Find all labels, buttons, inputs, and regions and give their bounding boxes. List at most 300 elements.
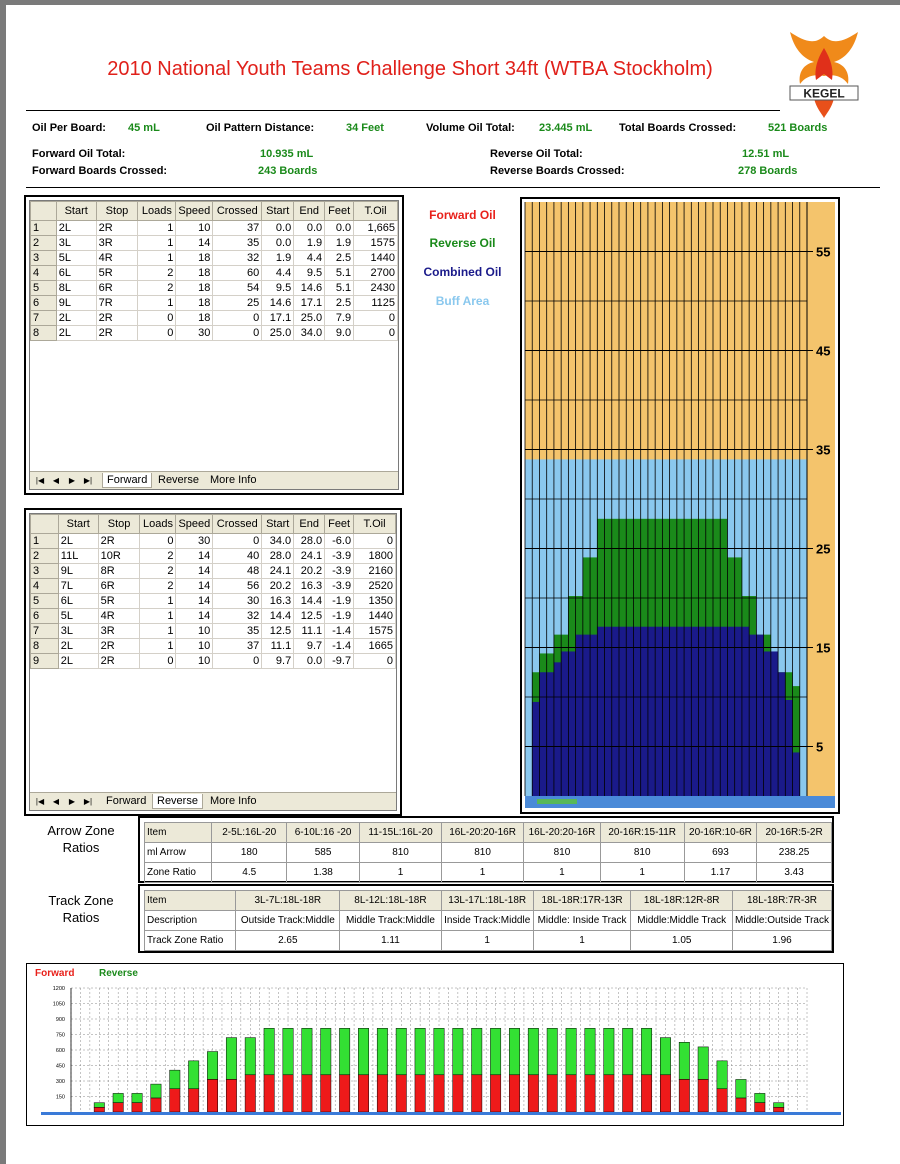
table-cell[interactable]: 5L bbox=[56, 251, 96, 266]
table-cell[interactable]: 2R bbox=[96, 326, 138, 341]
table-cell[interactable]: 5R bbox=[96, 266, 138, 281]
reverse-header-1[interactable]: Start bbox=[58, 515, 98, 534]
bar-reverse bbox=[660, 1038, 670, 1075]
table-cell[interactable]: 1 bbox=[138, 296, 176, 311]
table-cell[interactable]: 9L bbox=[56, 296, 96, 311]
table-cell[interactable]: 24.1 bbox=[262, 564, 294, 579]
table-cell[interactable]: 2700 bbox=[354, 266, 398, 281]
table-cell[interactable]: 0.0 bbox=[262, 236, 294, 251]
table-cell[interactable]: 18 bbox=[176, 296, 213, 311]
table-cell[interactable]: 6R bbox=[98, 579, 140, 594]
table-cell[interactable]: 2R bbox=[96, 311, 138, 326]
tab-reverse[interactable]: Reverse bbox=[158, 474, 199, 486]
table-cell[interactable]: 25 bbox=[213, 296, 262, 311]
zone-cell: 1.11 bbox=[340, 931, 442, 951]
table-cell[interactable]: 4R bbox=[96, 251, 138, 266]
forward-header-5[interactable]: Crossed bbox=[213, 202, 262, 221]
table-cell[interactable]: -6.0 bbox=[325, 534, 354, 549]
table-cell[interactable]: -3.9 bbox=[325, 564, 354, 579]
table-cell[interactable]: 56 bbox=[213, 579, 262, 594]
table-cell[interactable]: 35 bbox=[213, 236, 262, 251]
table-cell[interactable]: 0 bbox=[138, 326, 176, 341]
table-cell[interactable]: 60 bbox=[213, 266, 262, 281]
table-cell[interactable]: 0 bbox=[354, 311, 398, 326]
reverse-table bbox=[30, 514, 396, 669]
bar-reverse bbox=[623, 1028, 633, 1075]
zone-cell: 810 bbox=[441, 843, 523, 863]
table-cell[interactable]: 48 bbox=[213, 564, 262, 579]
table-cell[interactable]: 1350 bbox=[354, 594, 396, 609]
reverse-header-2[interactable]: Stop bbox=[98, 515, 140, 534]
tab-more-info[interactable]: More Info bbox=[210, 795, 257, 807]
table-cell[interactable]: 14 bbox=[176, 579, 213, 594]
table-cell[interactable]: 1 bbox=[140, 609, 176, 624]
table-cell[interactable]: 0 bbox=[213, 654, 262, 669]
forward-header-3[interactable]: Loads bbox=[138, 202, 176, 221]
last-record-icon[interactable]: ▶| bbox=[83, 797, 93, 806]
table-cell[interactable]: -1.9 bbox=[325, 609, 354, 624]
zone-cell: 1.96 bbox=[733, 931, 832, 951]
table-cell[interactable]: 5.1 bbox=[325, 281, 354, 296]
prev-record-icon[interactable]: ◀ bbox=[52, 476, 60, 485]
table-cell[interactable]: 5 bbox=[31, 594, 59, 609]
table-cell[interactable]: 2R bbox=[98, 534, 140, 549]
table-cell[interactable]: 1.9 bbox=[325, 236, 354, 251]
table-cell[interactable]: 0.0 bbox=[294, 221, 325, 236]
table-row[interactable] bbox=[31, 639, 396, 654]
zone-cell: 6-10L:16 -20 bbox=[287, 823, 360, 843]
table-row[interactable] bbox=[31, 236, 398, 251]
bar-reverse bbox=[755, 1093, 765, 1102]
table-cell[interactable]: 9.7 bbox=[262, 654, 294, 669]
bar-forward bbox=[396, 1075, 406, 1112]
table-cell[interactable]: 1 bbox=[138, 251, 176, 266]
bar-reverse bbox=[566, 1028, 576, 1075]
table-cell[interactable]: 6R bbox=[96, 281, 138, 296]
table-cell[interactable]: 6 bbox=[31, 609, 59, 624]
table-cell[interactable]: 10R bbox=[98, 549, 140, 564]
bar-reverse bbox=[170, 1070, 180, 1089]
table-cell[interactable]: 1800 bbox=[354, 549, 396, 564]
table-cell[interactable]: 5.1 bbox=[325, 266, 354, 281]
summary-rev-boards-label: Reverse Boards Crossed: bbox=[490, 165, 625, 177]
prev-record-icon[interactable]: ◀ bbox=[52, 797, 60, 806]
table-cell[interactable]: 20.2 bbox=[294, 564, 325, 579]
table-row[interactable] bbox=[31, 534, 396, 549]
reverse-header-4[interactable]: Speed bbox=[176, 515, 213, 534]
table-cell[interactable]: 7 bbox=[31, 311, 57, 326]
table-cell[interactable]: 18 bbox=[176, 281, 213, 296]
bar-ytick-label: 750 bbox=[55, 1032, 65, 1039]
table-cell[interactable]: 5 bbox=[31, 281, 57, 296]
table-cell[interactable]: 1.9 bbox=[262, 251, 294, 266]
table-cell[interactable]: 1575 bbox=[354, 236, 398, 251]
table-cell[interactable]: 2L bbox=[58, 654, 98, 669]
forward-header-7[interactable]: End bbox=[294, 202, 325, 221]
table-cell[interactable]: 34.0 bbox=[262, 534, 294, 549]
table-cell[interactable]: 6 bbox=[31, 296, 57, 311]
table-row[interactable] bbox=[31, 296, 398, 311]
table-cell[interactable]: 9.5 bbox=[262, 281, 294, 296]
zone-cell: Middle: Inside Track bbox=[533, 911, 631, 931]
summary-rev-oil-label: Reverse Oil Total: bbox=[490, 148, 583, 160]
table-cell[interactable]: 14 bbox=[176, 609, 213, 624]
table-cell[interactable]: 14 bbox=[176, 594, 213, 609]
bar-legend-reverse: Reverse bbox=[99, 968, 138, 979]
table-cell[interactable]: 7L bbox=[58, 579, 98, 594]
table-cell[interactable]: 28.0 bbox=[262, 549, 294, 564]
table-cell[interactable]: 1 bbox=[138, 236, 176, 251]
lane-combined-oil-board bbox=[713, 627, 720, 796]
table-cell[interactable]: 0.0 bbox=[262, 221, 294, 236]
table-cell[interactable]: 14.4 bbox=[262, 609, 294, 624]
summary-pattern-distance: 34 Feet bbox=[346, 122, 384, 134]
table-row[interactable] bbox=[31, 281, 398, 296]
table-cell[interactable]: 35 bbox=[213, 624, 262, 639]
table-cell[interactable]: 10 bbox=[176, 221, 213, 236]
table-cell[interactable]: 5R bbox=[98, 594, 140, 609]
table-cell[interactable]: 1 bbox=[140, 624, 176, 639]
bar-forward bbox=[472, 1075, 482, 1112]
bar-ytick-label: 900 bbox=[55, 1017, 65, 1023]
bar-reverse bbox=[717, 1061, 727, 1089]
table-cell[interactable]: 2.5 bbox=[325, 296, 354, 311]
table-cell[interactable]: 2 bbox=[31, 236, 57, 251]
table-cell[interactable]: 0 bbox=[354, 326, 398, 341]
reverse-header-6[interactable]: Start bbox=[262, 515, 294, 534]
bar-reverse bbox=[113, 1093, 123, 1102]
table-cell[interactable]: 2430 bbox=[354, 281, 398, 296]
table-cell[interactable]: 2L bbox=[58, 534, 98, 549]
bar-reverse bbox=[490, 1028, 500, 1075]
table-cell[interactable]: 40 bbox=[213, 549, 262, 564]
table-cell[interactable]: 6L bbox=[58, 594, 98, 609]
table-cell[interactable]: 2L bbox=[56, 221, 96, 236]
table-cell[interactable]: 4 bbox=[31, 266, 57, 281]
table-cell[interactable]: -3.9 bbox=[325, 579, 354, 594]
tab-reverse[interactable]: Reverse bbox=[152, 794, 203, 809]
legend-reverse-oil: Reverse Oil bbox=[429, 236, 496, 250]
table-cell[interactable]: 2L bbox=[56, 326, 96, 341]
table-cell[interactable]: 9 bbox=[31, 654, 59, 669]
table-cell[interactable]: -1.4 bbox=[325, 639, 354, 654]
table-cell[interactable]: 1665 bbox=[354, 639, 396, 654]
bar-reverse bbox=[339, 1028, 349, 1075]
kegel-logo bbox=[784, 28, 864, 120]
lane-combined-oil-board bbox=[590, 635, 597, 796]
table-cell[interactable]: 32 bbox=[213, 609, 262, 624]
table-cell[interactable]: 0 bbox=[140, 654, 176, 669]
zone-row bbox=[145, 911, 832, 931]
lane-combined-oil-board bbox=[561, 651, 568, 796]
summary-fwd-boards-label: Forward Boards Crossed: bbox=[32, 165, 168, 177]
table-cell[interactable]: 2 bbox=[140, 579, 176, 594]
table-cell[interactable]: 8L bbox=[56, 281, 96, 296]
table-cell[interactable]: 7.9 bbox=[325, 311, 354, 326]
table-row[interactable] bbox=[31, 221, 398, 236]
table-cell[interactable]: 2R bbox=[96, 221, 138, 236]
table-cell[interactable]: 20.2 bbox=[262, 579, 294, 594]
bar-ytick-label: 1200 bbox=[52, 986, 65, 992]
table-cell[interactable]: 2R bbox=[98, 639, 140, 654]
first-record-icon[interactable]: |◀ bbox=[35, 476, 45, 485]
track-zone-panel bbox=[138, 884, 834, 953]
table-cell[interactable]: 30 bbox=[176, 326, 213, 341]
lane-ytick-label: 25 bbox=[816, 541, 831, 557]
table-cell[interactable]: 4R bbox=[98, 609, 140, 624]
forward-header-1[interactable]: Start bbox=[56, 202, 96, 221]
lane-combined-oil-board bbox=[691, 627, 698, 796]
table-cell[interactable]: 0 bbox=[138, 311, 176, 326]
bar-ytick-label: 450 bbox=[55, 1063, 65, 1070]
zone-cell: 1 bbox=[441, 931, 533, 951]
zone-cell: 1 bbox=[524, 863, 600, 883]
zone-cell: 1.05 bbox=[631, 931, 733, 951]
table-cell[interactable]: 1440 bbox=[354, 251, 398, 266]
table-cell[interactable]: 2 bbox=[138, 266, 176, 281]
reverse-header-7[interactable]: End bbox=[294, 515, 325, 534]
table-row[interactable] bbox=[31, 251, 398, 266]
window-frame-left bbox=[0, 0, 6, 1164]
table-cell[interactable]: 30 bbox=[213, 594, 262, 609]
table-cell[interactable]: 6L bbox=[56, 266, 96, 281]
zone-cell: 3.43 bbox=[757, 863, 832, 883]
table-cell[interactable]: 1440 bbox=[354, 609, 396, 624]
lane-combined-oil-board bbox=[619, 627, 626, 796]
table-cell[interactable]: 14 bbox=[176, 236, 213, 251]
table-cell[interactable]: 3L bbox=[56, 236, 96, 251]
table-cell[interactable]: 1125 bbox=[354, 296, 398, 311]
table-cell[interactable]: 14 bbox=[176, 564, 213, 579]
lane-ytick-label: 15 bbox=[816, 640, 831, 656]
table-row[interactable] bbox=[31, 326, 398, 341]
table-row[interactable] bbox=[31, 564, 396, 579]
lane-combined-oil-board bbox=[778, 672, 785, 796]
table-cell[interactable]: -1.9 bbox=[325, 594, 354, 609]
table-cell[interactable]: 18 bbox=[176, 251, 213, 266]
zone-cell: Middle Track:Middle bbox=[340, 911, 442, 931]
table-cell[interactable]: -9.7 bbox=[325, 654, 354, 669]
table-row[interactable] bbox=[31, 266, 398, 281]
table-cell[interactable]: 2L bbox=[58, 639, 98, 654]
table-cell[interactable]: 0.0 bbox=[294, 654, 325, 669]
table-cell[interactable]: 0 bbox=[213, 311, 262, 326]
table-cell[interactable]: 7 bbox=[31, 624, 59, 639]
table-cell[interactable]: 5L bbox=[58, 609, 98, 624]
table-cell[interactable]: 32 bbox=[213, 251, 262, 266]
bar-forward bbox=[623, 1075, 633, 1112]
zone-row bbox=[145, 843, 832, 863]
next-record-icon[interactable]: ▶ bbox=[68, 797, 76, 806]
table-row[interactable] bbox=[31, 579, 396, 594]
table-cell[interactable]: 14.6 bbox=[294, 281, 325, 296]
table-cell[interactable]: 12.5 bbox=[294, 609, 325, 624]
reverse-header-3[interactable]: Loads bbox=[140, 515, 176, 534]
table-cell[interactable]: 1 bbox=[31, 221, 57, 236]
table-row[interactable] bbox=[31, 624, 396, 639]
bar-forward bbox=[717, 1089, 727, 1112]
forward-header-2[interactable]: Stop bbox=[96, 202, 138, 221]
table-cell[interactable]: 11.1 bbox=[262, 639, 294, 654]
table-cell[interactable]: 14.6 bbox=[262, 296, 294, 311]
table-cell[interactable]: 3R bbox=[98, 624, 140, 639]
table-cell[interactable]: 18 bbox=[176, 266, 213, 281]
table-cell[interactable]: 17.1 bbox=[294, 296, 325, 311]
table-cell[interactable]: 10 bbox=[176, 624, 213, 639]
lane-combined-oil-board bbox=[699, 627, 706, 796]
table-cell[interactable]: 9.7 bbox=[294, 639, 325, 654]
reverse-header-5[interactable]: Crossed bbox=[213, 515, 262, 534]
table-cell[interactable]: 1 bbox=[31, 534, 59, 549]
table-row[interactable] bbox=[31, 549, 396, 564]
table-cell[interactable]: 0.0 bbox=[325, 221, 354, 236]
table-cell[interactable]: 0 bbox=[213, 534, 262, 549]
table-cell[interactable]: 28.0 bbox=[294, 534, 325, 549]
table-cell[interactable]: 34.0 bbox=[294, 326, 325, 341]
table-cell[interactable]: 37 bbox=[213, 221, 262, 236]
table-cell[interactable]: 37 bbox=[213, 639, 262, 654]
bar-forward bbox=[245, 1075, 255, 1112]
bar-reverse bbox=[94, 1103, 104, 1108]
bar-reverse bbox=[736, 1079, 746, 1098]
table-row[interactable] bbox=[31, 594, 396, 609]
table-cell[interactable]: 14.4 bbox=[294, 594, 325, 609]
bar-reverse bbox=[283, 1028, 293, 1075]
table-cell[interactable]: 2 bbox=[140, 564, 176, 579]
summary-pattern-distance-label: Oil Pattern Distance: bbox=[206, 122, 315, 134]
forward-header-6[interactable]: Start bbox=[262, 202, 294, 221]
table-row[interactable] bbox=[31, 609, 396, 624]
table-cell[interactable]: -1.4 bbox=[325, 624, 354, 639]
zone-cell: 18L-18R:12R-8R bbox=[631, 891, 733, 911]
table-cell[interactable]: 17.1 bbox=[262, 311, 294, 326]
bar-forward bbox=[264, 1075, 274, 1112]
reverse-header-9[interactable]: T.Oil bbox=[354, 515, 396, 534]
table-cell[interactable]: 2R bbox=[98, 654, 140, 669]
forward-header-9[interactable]: T.Oil bbox=[354, 202, 398, 221]
forward-header-0[interactable] bbox=[31, 202, 57, 221]
forward-header-8[interactable]: Feet bbox=[325, 202, 354, 221]
bar-forward bbox=[151, 1098, 161, 1112]
table-cell[interactable]: 10 bbox=[176, 654, 213, 669]
table-cell[interactable]: 1 bbox=[140, 639, 176, 654]
table-row[interactable] bbox=[31, 311, 398, 326]
table-cell[interactable]: 11.1 bbox=[294, 624, 325, 639]
table-cell[interactable]: 25.0 bbox=[294, 311, 325, 326]
reverse-header-8[interactable]: Feet bbox=[325, 515, 354, 534]
lane-combined-oil-board bbox=[662, 627, 669, 796]
table-cell[interactable]: 4.4 bbox=[294, 251, 325, 266]
arrow-zone-panel bbox=[138, 816, 834, 883]
bar-forward bbox=[170, 1089, 180, 1112]
table-cell[interactable]: 0 bbox=[354, 534, 396, 549]
bar-reverse bbox=[604, 1028, 614, 1075]
table-cell[interactable]: 12.5 bbox=[262, 624, 294, 639]
bar-reverse bbox=[226, 1038, 236, 1080]
lane-combined-oil-board bbox=[655, 627, 662, 796]
table-cell[interactable]: 2160 bbox=[354, 564, 396, 579]
table-cell[interactable]: 25.0 bbox=[262, 326, 294, 341]
table-cell[interactable]: 16.3 bbox=[294, 579, 325, 594]
lane-combined-oil-board bbox=[749, 635, 756, 796]
lane-combined-oil-board bbox=[539, 672, 546, 796]
table-cell[interactable]: 8R bbox=[98, 564, 140, 579]
forward-header-4[interactable]: Speed bbox=[176, 202, 213, 221]
first-record-icon[interactable]: |◀ bbox=[35, 797, 45, 806]
table-cell[interactable]: 7R bbox=[96, 296, 138, 311]
table-row[interactable] bbox=[31, 654, 396, 669]
bar-forward bbox=[434, 1075, 444, 1112]
table-cell[interactable]: 2 bbox=[138, 281, 176, 296]
table-cell[interactable]: 2520 bbox=[354, 579, 396, 594]
table-cell[interactable]: -3.9 bbox=[325, 549, 354, 564]
table-cell[interactable]: 30 bbox=[176, 534, 213, 549]
table-cell[interactable]: 8 bbox=[31, 639, 59, 654]
table-cell[interactable]: 0 bbox=[213, 326, 262, 341]
table-cell[interactable]: 54 bbox=[213, 281, 262, 296]
table-cell[interactable]: 0 bbox=[140, 534, 176, 549]
lane-combined-oil-board bbox=[677, 627, 684, 796]
table-cell[interactable]: 3 bbox=[31, 564, 59, 579]
reverse-header-0[interactable] bbox=[31, 515, 59, 534]
boards-bar-chart bbox=[27, 964, 843, 1125]
tab-forward[interactable]: Forward bbox=[102, 473, 152, 488]
bar-reverse bbox=[245, 1038, 255, 1075]
window-frame-top bbox=[0, 0, 900, 5]
table-cell[interactable]: 8 bbox=[31, 326, 57, 341]
table-cell[interactable]: 18 bbox=[176, 311, 213, 326]
table-cell[interactable]: 4 bbox=[31, 579, 59, 594]
table-cell[interactable]: 3L bbox=[58, 624, 98, 639]
table-cell[interactable]: 16.3 bbox=[262, 594, 294, 609]
table-cell[interactable]: 9L bbox=[58, 564, 98, 579]
table-cell[interactable]: 1 bbox=[138, 221, 176, 236]
table-cell[interactable]: 2L bbox=[56, 311, 96, 326]
last-record-icon[interactable]: ▶| bbox=[83, 476, 93, 485]
table-cell[interactable]: 2 bbox=[31, 549, 59, 564]
table-cell[interactable]: 4.4 bbox=[262, 266, 294, 281]
bar-reverse bbox=[472, 1028, 482, 1075]
zone-cell: 3L-7L:18L-18R bbox=[236, 891, 340, 911]
table-cell[interactable]: 14 bbox=[176, 549, 213, 564]
table-cell[interactable]: 0 bbox=[354, 654, 396, 669]
table-cell[interactable]: 11L bbox=[58, 549, 98, 564]
zone-cell: Outside Track:Middle bbox=[236, 911, 340, 931]
tab-more-info[interactable]: More Info bbox=[210, 474, 257, 486]
next-record-icon[interactable]: ▶ bbox=[68, 476, 76, 485]
tab-forward[interactable]: Forward bbox=[106, 795, 147, 807]
lane-combined-oil-board bbox=[597, 627, 604, 796]
summary-divider bbox=[26, 187, 880, 188]
table-cell[interactable]: 3 bbox=[31, 251, 57, 266]
table-cell[interactable]: 2 bbox=[140, 549, 176, 564]
table-cell[interactable]: 1.9 bbox=[294, 236, 325, 251]
table-cell[interactable]: 24.1 bbox=[294, 549, 325, 564]
table-cell[interactable]: 1 bbox=[140, 594, 176, 609]
zone-cell: 585 bbox=[287, 843, 360, 863]
table-cell[interactable]: 10 bbox=[176, 639, 213, 654]
bar-reverse bbox=[585, 1028, 595, 1075]
table-cell[interactable]: 2.5 bbox=[325, 251, 354, 266]
lane-combined-oil-board bbox=[532, 702, 539, 796]
table-cell[interactable]: 9.5 bbox=[294, 266, 325, 281]
table-cell[interactable]: 9.0 bbox=[325, 326, 354, 341]
table-cell[interactable]: 1,665 bbox=[354, 221, 398, 236]
table-cell[interactable]: 3R bbox=[96, 236, 138, 251]
reverse-grid bbox=[29, 513, 397, 811]
lane-combined-oil-board bbox=[756, 635, 763, 796]
table-cell[interactable]: 1575 bbox=[354, 624, 396, 639]
